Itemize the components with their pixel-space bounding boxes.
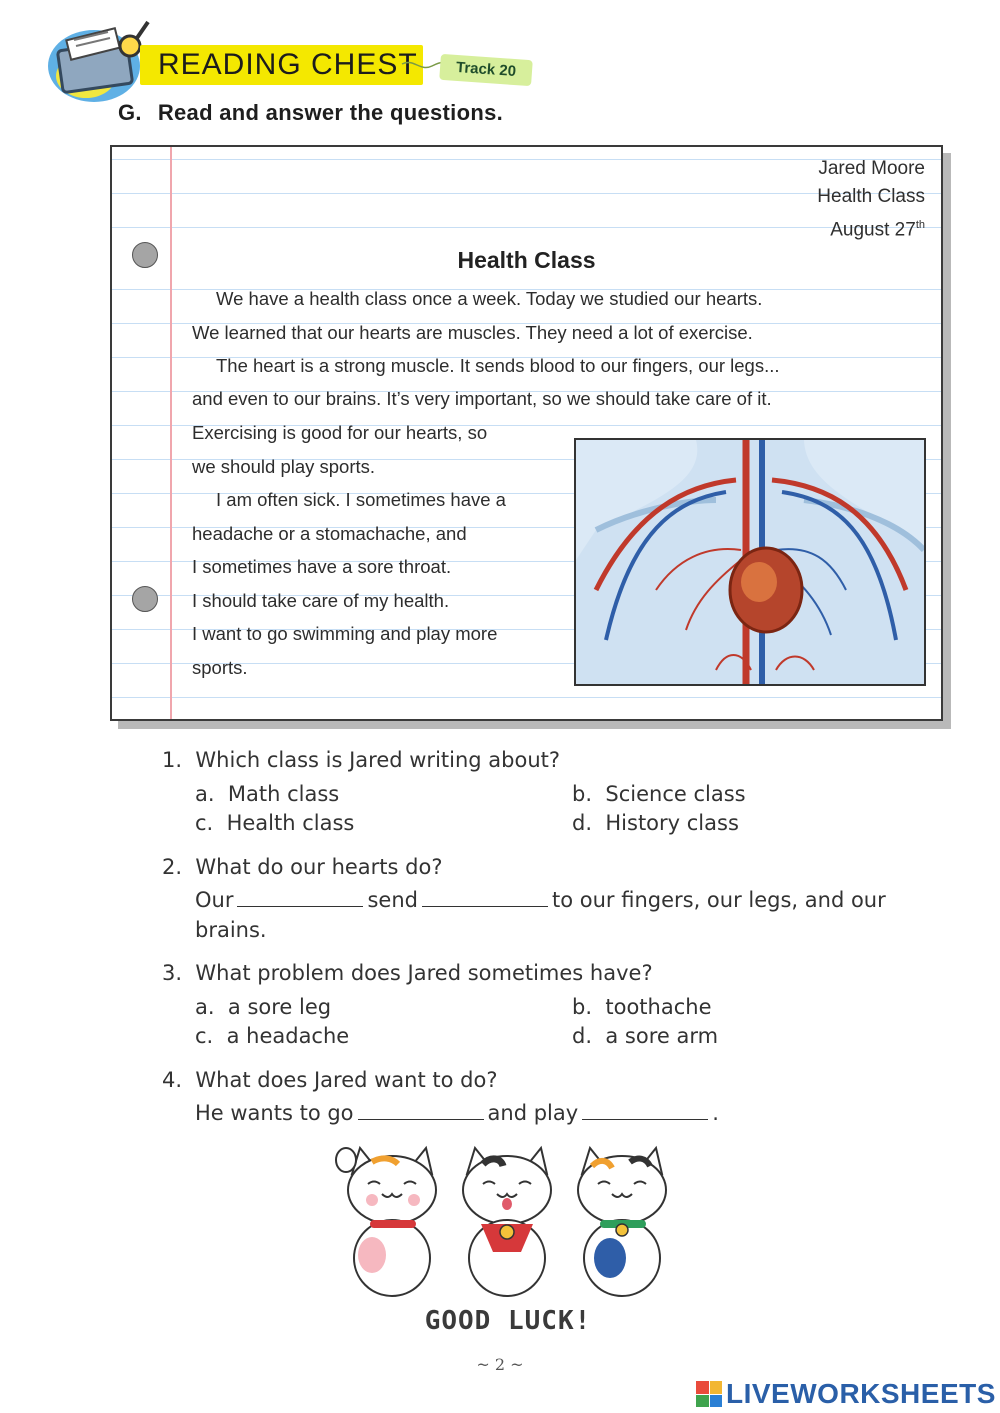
page-number: ~ 2 ~ — [476, 1355, 524, 1374]
story-line: I want to go swimming and play more — [192, 623, 498, 644]
story-line: I sometimes have a sore throat. — [192, 556, 452, 577]
option-3d[interactable]: d. a sore arm — [572, 1024, 719, 1048]
good-luck-text: GOOD LUCK! — [424, 1306, 592, 1336]
answer-blank[interactable] — [422, 888, 548, 907]
brand-name: LIVEWORKSHEETS — [726, 1378, 996, 1409]
option-1d[interactable]: d. History class — [572, 811, 739, 835]
section-letter: G. — [118, 100, 142, 125]
lucky-cat-icon — [336, 1148, 436, 1296]
circulatory-system-image — [574, 438, 926, 686]
binder-hole — [132, 586, 158, 612]
story-line: Exercising is good for our hearts, so — [192, 422, 488, 443]
answer-blank[interactable] — [358, 1101, 484, 1120]
story-line: We learned that our hearts are muscles. They need a lot of exercise. — [192, 322, 753, 343]
answer-line-2: Our send to our fingers, our legs, and our — [195, 888, 886, 912]
margin-line — [170, 147, 172, 719]
lucky-cats-illustration — [332, 1140, 674, 1300]
instruction — [118, 100, 503, 126]
question-3: 3. What problem does Jared sometimes have? — [162, 961, 653, 985]
option-1a[interactable]: a. Math class — [195, 782, 340, 806]
option-3b[interactable]: b. toothache — [572, 995, 712, 1019]
answer-line-2-cont: brains. — [195, 918, 267, 942]
story-line: we should play sports. — [192, 456, 376, 477]
question-1: 1. Which class is Jared writing about? — [162, 748, 561, 772]
banner-title: READING CHEST — [158, 48, 418, 81]
author-name: Jared Moore — [818, 158, 925, 179]
option-3a[interactable]: a. a sore leg — [195, 995, 332, 1019]
story-line: The heart is a strong muscle. It sends blood to our fingers, our legs... — [216, 355, 780, 376]
story-line: I should take care of my health. — [192, 590, 450, 611]
story-line: I am often sick. I sometimes have a — [216, 489, 506, 510]
story-title: Health Class — [457, 247, 596, 273]
logo-blocks-icon — [696, 1381, 722, 1407]
option-1b[interactable]: b. Science class — [572, 782, 746, 806]
story-line: and even to our brains. It’s very important, so we should take care of it. — [192, 388, 772, 409]
track-label[interactable]: Track 20 — [439, 54, 533, 86]
instruction-text: Read and answer the questions. — [157, 100, 504, 125]
answer-blank[interactable] — [237, 888, 363, 907]
lucky-cat-icon — [578, 1148, 666, 1296]
story-line: headache or a stomachache, and — [192, 523, 467, 544]
question-4: 4. What does Jared want to do? — [162, 1068, 498, 1092]
liveworksheets-logo[interactable] — [696, 1376, 996, 1412]
option-1c[interactable]: c. Health class — [195, 811, 355, 835]
lucky-cat-icon — [463, 1148, 551, 1296]
class-name: Health Class — [817, 186, 925, 207]
question-2: 2. What do our hearts do? — [162, 855, 443, 879]
story-line: We have a health class once a week. Today we studied our hearts. — [216, 288, 763, 309]
author-block — [817, 155, 925, 244]
date: August 27th — [830, 219, 925, 241]
answer-line-4: He wants to go and play . — [195, 1101, 719, 1125]
answer-blank[interactable] — [582, 1101, 708, 1120]
option-3c[interactable]: c. a headache — [195, 1024, 350, 1048]
story-line: sports. — [192, 657, 248, 678]
notebook-card — [110, 145, 943, 721]
